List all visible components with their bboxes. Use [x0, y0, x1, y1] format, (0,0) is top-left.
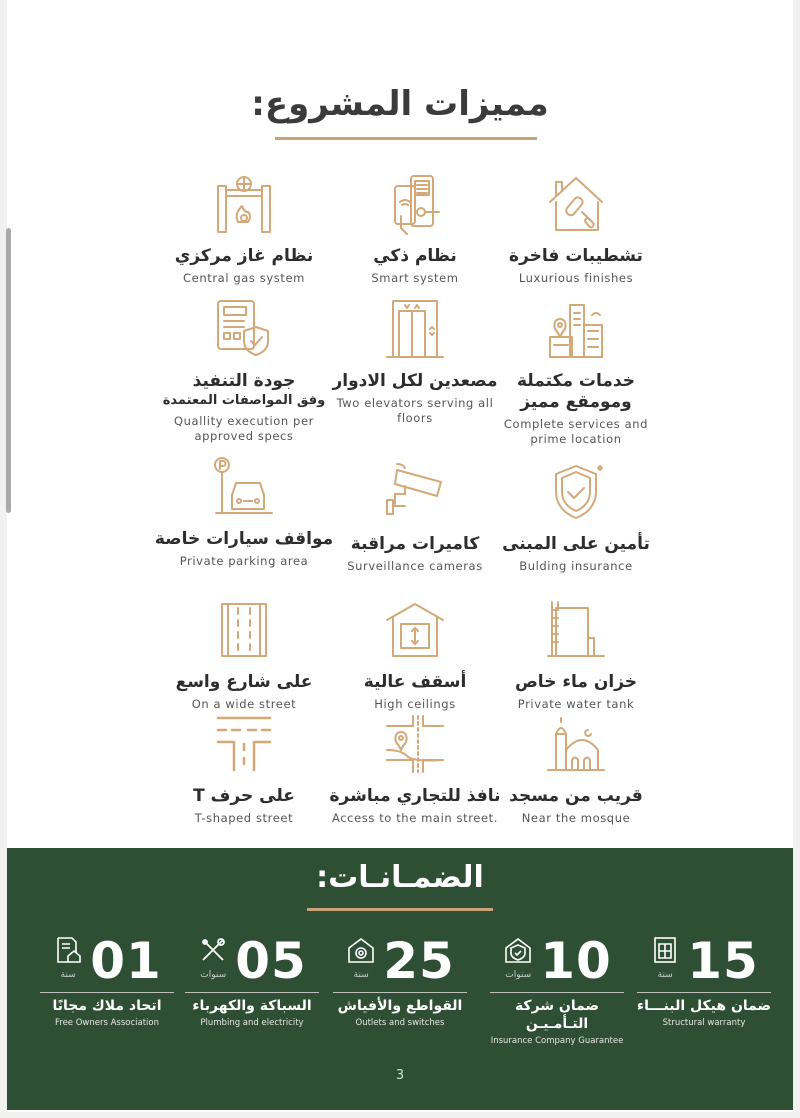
brochure-page: [7, 0, 793, 1112]
wide-street-icon: [212, 598, 276, 662]
warranty-structural: سنة 15 ضمان هيكل البنـــاء Structural warranty: [636, 932, 772, 1028]
feature-surveillance-cameras: كاميرات مراقبة Surveillance cameras: [325, 460, 505, 574]
feature-complete-services: خدمات مكتملة ومومقع مميز Complete services and prime location: [486, 297, 666, 447]
vertical-scrollbar[interactable]: [6, 228, 11, 513]
blueprint-document-icon: [651, 936, 679, 968]
feature-main-street-access: نافذ للتجاري مباشرة Access to the main street.: [325, 712, 505, 826]
mosque-icon: [544, 712, 608, 776]
title-underline: [275, 137, 537, 140]
t-junction-icon: [212, 712, 276, 776]
parking-car-icon: [212, 455, 276, 519]
smart-lock-phone-icon: [383, 172, 447, 236]
feature-private-parking: مواقف سيارات خاصة Private parking area: [154, 455, 334, 569]
feature-wide-street: على شارع واسع On a wide street: [154, 598, 334, 712]
qa-certificate-shield-icon: [212, 297, 276, 361]
warranty-outlets-switches: سنة 25 القواطع والأفياش Outlets and switches: [325, 936, 475, 1028]
street-map-pin-icon: [383, 712, 447, 776]
feature-luxurious-finishes: تشطيبات فاخرة Luxurious finishes: [486, 172, 666, 286]
feature-central-gas: نظام غاز مركزي Central gas system: [154, 172, 334, 286]
high-ceiling-house-icon: [383, 598, 447, 662]
warranty-owners-association: سنة 01 اتحاد ملاك مجانًا Free Owners Association: [32, 936, 182, 1028]
features-title: مميزات المشروع:: [251, 84, 549, 124]
feature-quality-execution: جودة التنفيذ وفق المواصفات المعتمدة Quallity execution per approved specs: [154, 297, 334, 444]
guarantees-section: [7, 848, 793, 1110]
guarantees-underline: [307, 908, 493, 911]
invoice-house-icon: [54, 936, 82, 968]
warranty-plumbing-electricity: سنوات 05 السباكة والكهرباء Plumbing and electricity: [177, 936, 327, 1028]
water-tank-icon: [544, 598, 608, 662]
feature-smart-system: نظام ذكي Smart system: [325, 172, 505, 286]
feature-water-tank: خزان ماء خاص Private water tank: [486, 598, 666, 712]
feature-near-mosque: قريب من مسجد Near the mosque: [486, 712, 666, 826]
feature-elevators: مصعدين لكل الادوار Two elevators serving all floors: [325, 297, 505, 426]
shield-check-icon: [544, 460, 608, 524]
feature-t-shaped-street: على حرف T T-shaped street: [154, 712, 334, 826]
guarantees-title: الضمـانـات:: [316, 860, 484, 895]
feature-high-ceilings: أسقف عالية High ceilings: [325, 598, 505, 712]
elevator-icon: [383, 297, 447, 361]
security-camera-icon: [383, 460, 447, 524]
feature-building-insurance: تأمين على المبنى Bulding insurance: [486, 460, 666, 574]
gas-pipe-flame-icon: [212, 172, 276, 236]
wrench-screwdriver-icon: [199, 936, 227, 968]
shield-house-icon: [504, 936, 532, 968]
page-number: 3: [395, 1068, 405, 1083]
city-buildings-location-icon: [544, 297, 608, 361]
gear-house-icon: [347, 936, 375, 968]
warranty-insurance-company: سنوات 10 ضمان شركة التـأمـيـن Insurance Company Guarantee: [490, 932, 624, 1046]
paint-roller-house-icon: [544, 172, 608, 236]
